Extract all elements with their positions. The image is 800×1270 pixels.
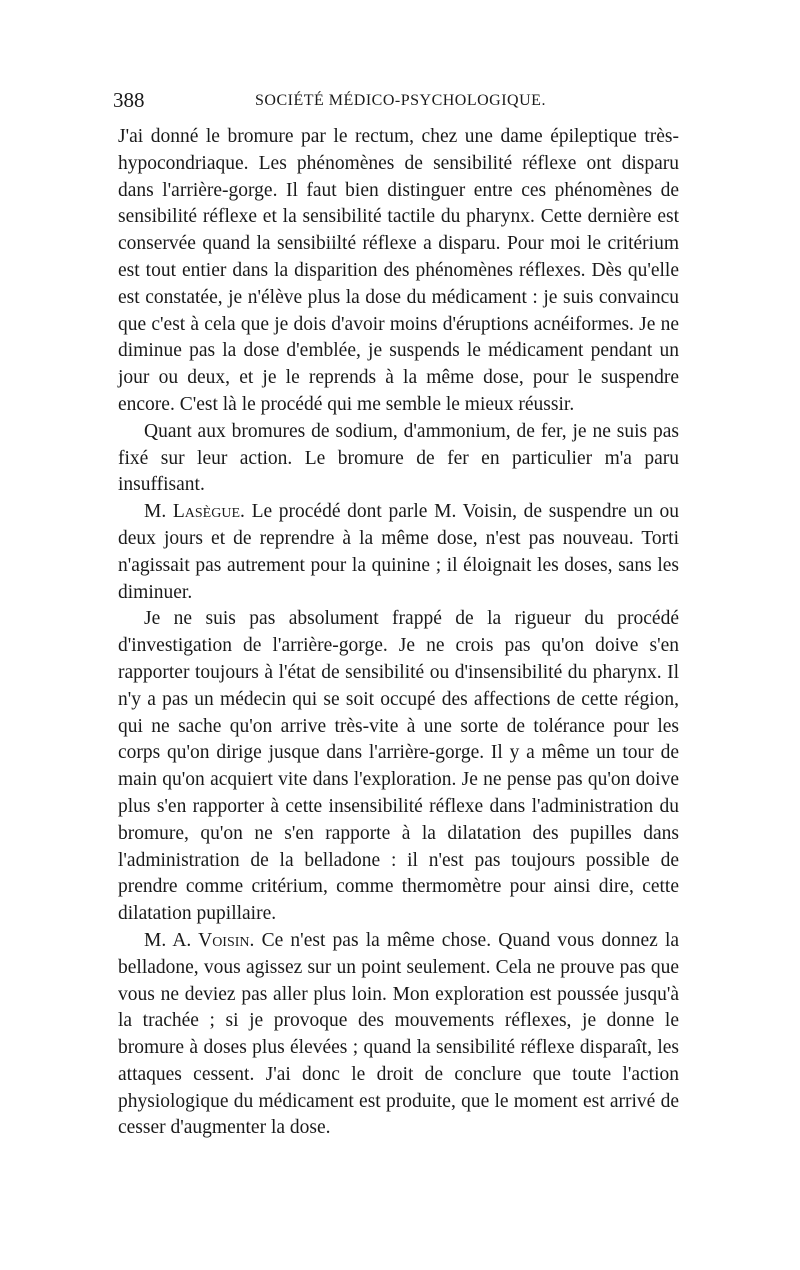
body-text — [118, 124, 679, 1142]
running-head: SOCIÉTÉ MÉDICO-PSYCHOLOGIQUE. — [255, 92, 546, 109]
paragraph — [118, 419, 679, 499]
speaker-name: M. Lasègue. — [144, 501, 245, 523]
paragraph-text: J'ai donné le bromure par le rectum, chez une dame épileptique très-hypocondriaque. Les phénomènes de sensibilité réflexe ont disparu dans l'arrière-gorge. Il faut bien distinguer entre ces phénomènes de sensibilité réflexe et la sensibilité tactile du pharynx. Cette dernière est conservée quand la sensibiilté réflexe a disparu. Pour moi le critérium est tout entier dans la disparition des phénomènes réflexes. Dès qu'elle est constatée, je n'élève plus la dose du médicament : je suis convaincu que c'est à cela que je dois d'avoir moins d'éruptions acnéiformes. Je ne diminue pas la dose d'emblée, je suspends le médicament pendant un jour ou deux, et je le reprends à la même dose, pour le suspendre encore. C'est là le procédé qui me semble le mieux réussir. — [118, 126, 679, 415]
page-header — [113, 88, 683, 118]
paragraph-text: Quant aux bromures de sodium, d'ammonium, de fer, je ne suis pas fixé sur leur action. Le bromure de fer en particulier m'a paru insuffisant. — [118, 420, 679, 496]
paragraph — [118, 606, 679, 928]
paragraph — [118, 499, 679, 606]
paragraph-text: Ce n'est pas la même chose. Quand vous donnez la belladone, vous agissez sur un point seulement. Cela ne prouve pas que vous ne deviez pas aller plus loin. Mon exploration est poussée jusqu'à la trachée ; si je provoque des mouvements réflexes, je donne le bromure à doses plus élevées ; quand la sensibilité réflexe disparaît, les attaques cessent. J'ai donc le droit de conclure que toute l'action physiologique du médicament est produite, que le moment est arrivé de cesser d'augmenter la dose. — [118, 929, 680, 1139]
speaker-name: M. A. Voisin. — [144, 929, 255, 951]
paragraph-text: Je ne suis pas absolument frappé de la rigueur du procédé d'investigation de l'arrière-gorge. Je ne crois pas qu'on doive s'en rapporter toujours à l'état de sensibilité ou d'insensibilité du pharynx. Il n'y a pas un médecin qui se soit occupé des affections de cette région, qui ne sache qu'on arrive très-vite à une sorte de tolérance pour les corps qu'on dirige jusque dans l'arrière-gorge. Il y a même un tour de main qu'on acquiert vite dans l'exploration. Je ne pense pas qu'on doive plus s'en rapporter à cette insensibilité réflexe dans l'administration du bromure, qu'on ne s'en rapporte à la dilatation des pupilles dans l'administration de la belladone : il n'est pas toujours possible de prendre comme critérium, comme thermomètre pour ainsi dire, cette dilatation pupillaire. — [118, 608, 679, 925]
page-number: 388 — [113, 88, 145, 112]
paragraph — [118, 124, 679, 419]
paragraph — [118, 928, 679, 1142]
paragraph-text: Le procédé dont parle M. Voisin, de suspendre un ou deux jours et de reprendre à la même dose, n'est pas nouveau. Torti n'agissait pas autrement pour la quinine ; il éloignait les doses, sans les diminuer. — [118, 501, 680, 603]
